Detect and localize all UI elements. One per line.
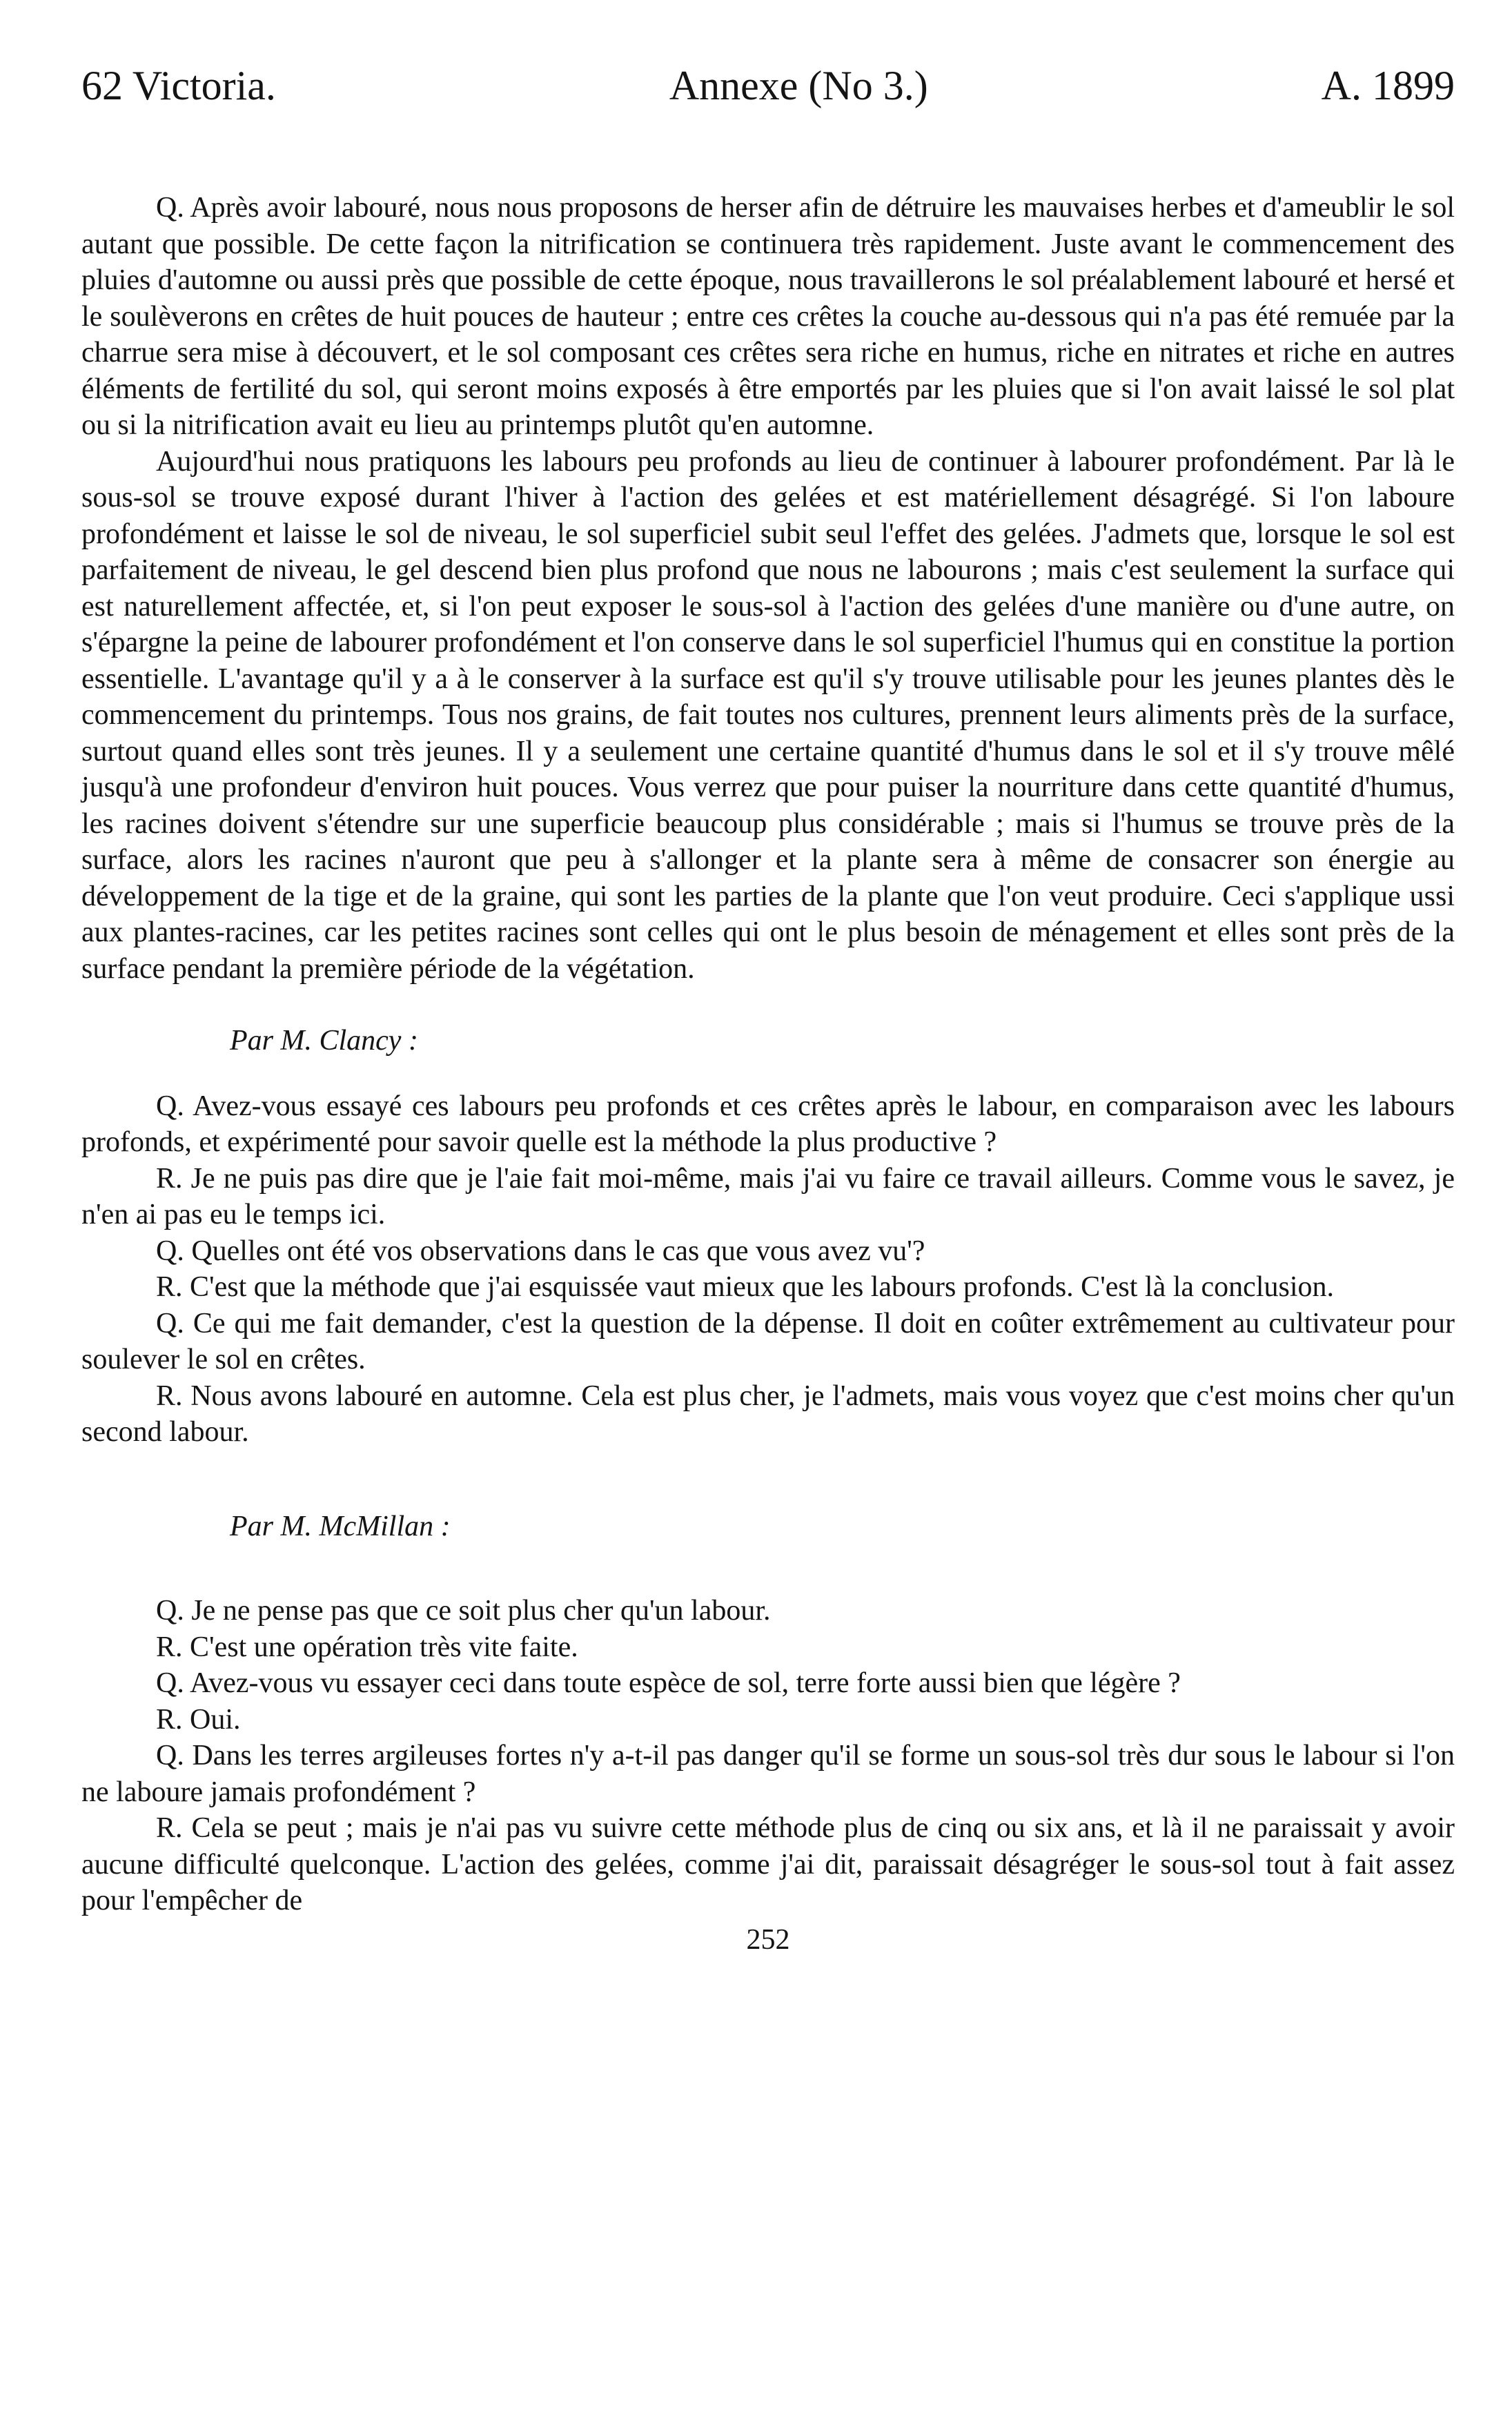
header-left: 62 Victoria. [81,63,276,108]
paragraph: R. Oui. [156,1703,241,1736]
paragraph: Q. Avez-vous vu essayer ceci dans toute espèce de sol, terre forte aussi bien que légère ? [156,1667,1181,1699]
speaker-heading: Par M. Clancy : [230,1025,418,1057]
paragraph: R. C'est une opération très vite faite. [156,1631,578,1663]
paragraph: Aujourd'hui nous pratiquons les labours peu profonds au lieu de continuer à labourer profondément. Par là le sous-sol se trouve exposé durant l'hiver à l'action des gelées et est matériellement désagrégé. Si l'on laboure profondément et laisse le sol de niveau, le sol superficiel subit seul l'effet des gelées. J'admets que, lorsque le sol est parfaitement de niveau, le gel descend bien plus profond que nous ne labourons ; mais c'est seulement la surface qui est naturellement affectée, et, si l'on peut exposer le sous-sol à l'action des gelées d'une manière ou d'une autre, on s'épargne la peine de labourer profondément et l'on conserve dans le sol superficiel l'humus qui en constitue la portion essentielle. L'avantage qu'il y a à le conserver à la surface est qu'il s'y trouve utilisable pour les jeunes plantes dès le commencement du printemps. Tous nos grains, de fait toutes nos cultures, prennent leurs aliments près de la surface, surtout quand elles sont très jeunes. Il y a seulement une certaine quantité d'humus dans le sol et il s'y trouve mêlé jusqu'à une profondeur d'environ huit pouces. Vous verrez que pour puiser la nourriture dans cette quantité d'humus, les racines doivent s'étendre sur une superficie beaucoup plus considérable ; mais si l'humus se trouve près de la surface, alors les racines n'auront que peu à s'allonger et la plante sera à même de consacrer son énergie au développement de la tige et de la graine, qui sont les parties de la plante que l'on veut produire. Ceci s'applique ussi aux plantes-racines, car les petites racines sont celles qui ont le plus besoin de ménagement et elles sont près de la surface pendant la première période de la végétation. [81,445,1455,985]
paragraph: R. Cela se peut ; mais je n'ai pas vu suivre cette méthode plus de cinq ou six ans, et là il ne paraissait y avoir aucune difficulté quelconque. L'action des gelées, comme j'ai dit, paraissait désagréger le sous-sol tout à fait assez pour l'empêcher de [81,1812,1455,1916]
paragraph: Q. Je ne pense pas que ce soit plus cher qu'un labour. [156,1595,771,1627]
document-page [81,62,1455,1958]
running-header [81,62,1455,124]
page-number: 252 [746,1923,790,1956]
header-right: A. 1899 [1321,63,1455,108]
paragraph: Q. Après avoir labouré, nous nous proposons de herser afin de détruire les mauvaises herbes et d'ameublir le sol autant que possible. De cette façon la nitrification se continuera très rapidement. Juste avant le commencement des pluies d'automne ou aussi près que possible de cette époque, nous travaillerons le sol préalablement labouré et hersé et le soulèverons en crêtes de huit pouces de hauteur ; entre ces crêtes la couche au-dessous qui n'a pas été remuée par la charrue sera mise à découvert, et le sol composant ces crêtes sera riche en humus, riche en nitrates et riche en autres éléments de fertilité du sol, qui seront moins exposés à être emportés par les pluies que si l'on avait laissé le sol plat ou si la nitrification avait eu lieu au printemps plutôt qu'en automne. [81,192,1455,441]
paragraph: Q. Dans les terres argileuses fortes n'y a-t-il pas danger qu'il se forme un sous-sol très dur sous le labour si l'on ne laboure jamais profondément ? [81,1740,1455,1808]
paragraph: Q. Ce qui me fait demander, c'est la question de la dépense. Il doit en coûter extrêmement au cultivateur pour soulever le sol en crêtes. [81,1307,1455,1375]
body-text [81,190,1455,1919]
paragraph: Q. Quelles ont été vos observations dans le cas que vous avez vu'? [156,1235,925,1267]
paragraph: R. Je ne puis pas dire que je l'aie fait moi-même, mais j'ai vu faire ce travail ailleurs. Comme vous le savez, je n'en ai pas eu le temps ici. [81,1162,1455,1230]
header-center: Annexe (No 3.) [669,63,928,108]
paragraph: R. C'est que la méthode que j'ai esquissée vaut mieux que les labours profonds. C'est là la conclusion. [156,1271,1335,1303]
speaker-heading: Par M. McMillan : [230,1510,451,1542]
paragraph: Q. Avez-vous essayé ces labours peu profonds et ces crêtes après le labour, en comparaison avec les labours profonds, et expérimenté pour savoir quelle est la méthode la plus productive ? [81,1090,1455,1158]
paragraph: R. Nous avons labouré en automne. Cela est plus cher, je l'admets, mais vous voyez que c'est moins cher qu'un second labour. [81,1380,1455,1448]
